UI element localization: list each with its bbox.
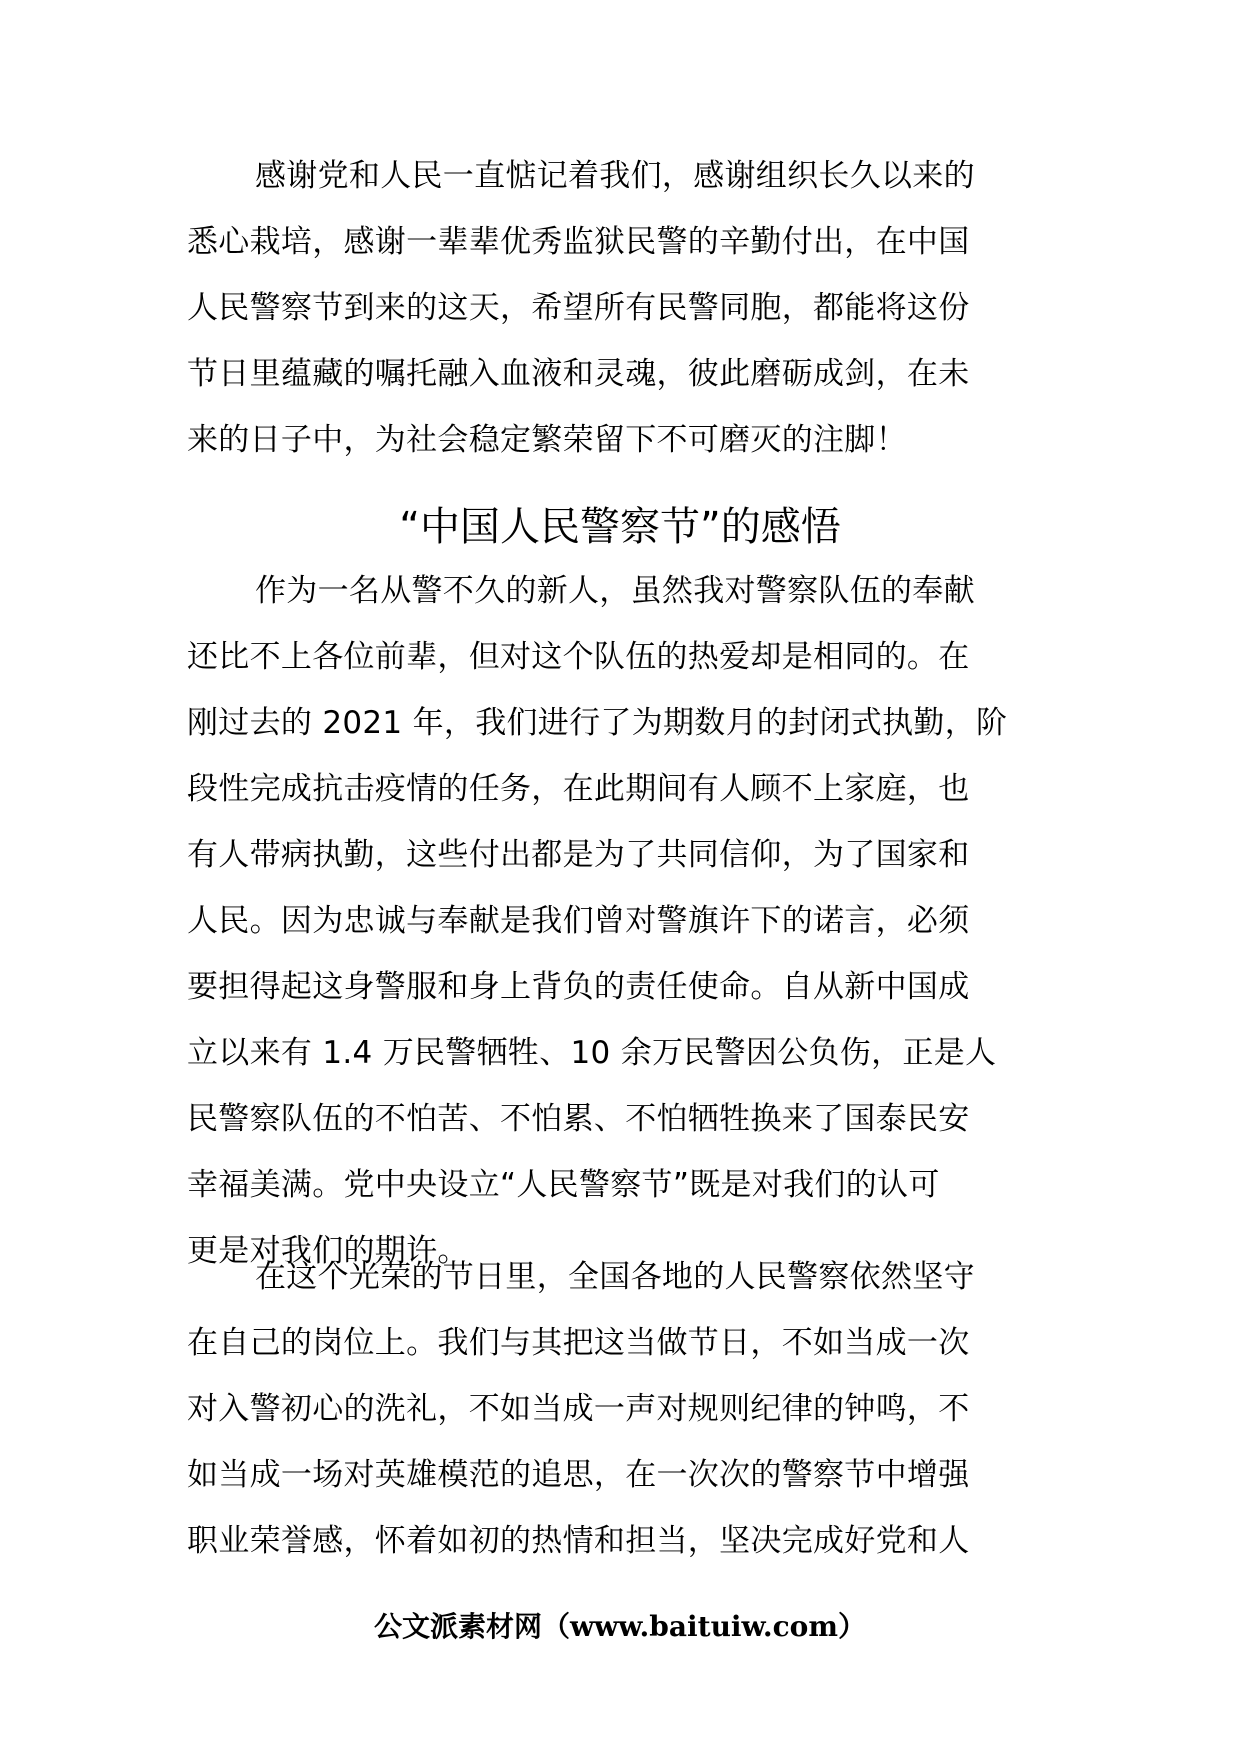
- paragraph-2-line: 立以来有 1.4 万民警牺牲、10 余万民警因公负伤，正是人: [187, 1035, 997, 1071]
- paragraph-3-line: 职业荣誉感，怀着如初的热情和担当，坚决完成好党和人: [187, 1523, 970, 1559]
- paragraph-3-line: 对入警初心的洗礼，不如当成一声对规则纪律的钟鸣，不: [187, 1391, 970, 1427]
- paragraph-1-line: 来的日子中，为社会稳定繁荣留下不可磨灭的注脚！: [187, 422, 907, 458]
- paragraph-2-line: 还比不上各位前辈，但对这个队伍的热爱却是相同的。在: [187, 639, 970, 675]
- paragraph-1-line: 人民警察节到来的这天，希望所有民警同胞，都能将这份: [187, 290, 970, 326]
- paragraph-3-line: 在自己的岗位上。我们与其把这当做节日，不如当成一次: [187, 1325, 970, 1361]
- paragraph-2-line: 要担得起这身警服和身上背负的责任使命。自从新中国成: [187, 969, 970, 1005]
- paragraph-2-line: 作为一名从警不久的新人，虽然我对警察队伍的奉献: [255, 573, 975, 609]
- paragraph-3: [187, 1244, 1057, 1574]
- paragraph-3-line: 如当成一场对英雄模范的追思，在一次次的警察节中增强: [187, 1457, 970, 1493]
- paragraph-2-line: 更是对我们的期许。: [187, 1233, 469, 1269]
- paragraph-3-line: 在这个光荣的节日里，全国各地的人民警察依然坚守: [255, 1259, 975, 1295]
- paragraph-1-line: 悉心栽培，感谢一辈辈优秀监狱民警的辛勤付出，在中国: [187, 224, 970, 260]
- section-title: “中国人民警察节”的感悟: [399, 504, 841, 550]
- footer-source-text: 公文派素材网（www.baituiw.com）: [374, 1610, 866, 1643]
- paragraph-1: [187, 143, 1057, 473]
- paragraph-2: [187, 492, 1057, 1284]
- paragraph-2-line: 有人带病执勤，这些付出都是为了共同信仰，为了国家和: [187, 837, 970, 873]
- spacer: [187, 492, 1057, 558]
- paragraph-1-line: 感谢党和人民一直惦记着我们，感谢组织长久以来的: [255, 158, 975, 194]
- paragraph-2-line: 幸福美满。党中央设立“人民警察节”既是对我们的认可: [187, 1167, 940, 1203]
- paragraph-2-line: 民警察队伍的不怕苦、不怕累、不怕牺牲换来了国泰民安: [187, 1101, 970, 1137]
- paragraph-1-line: 节日里蕴藏的嘱托融入血液和灵魂，彼此磨砺成剑，在未: [187, 356, 970, 392]
- paragraph-2-line: 人民。因为忠诚与奉献是我们曾对警旗许下的诺言，必须: [187, 903, 970, 939]
- paragraph-2-line: 段性完成抗击疫情的任务，在此期间有人顾不上家庭，也: [187, 771, 970, 807]
- paragraph-2-line: 刚过去的 2021 年，我们进行了为期数月的封闭式执勤，阶: [187, 705, 1008, 741]
